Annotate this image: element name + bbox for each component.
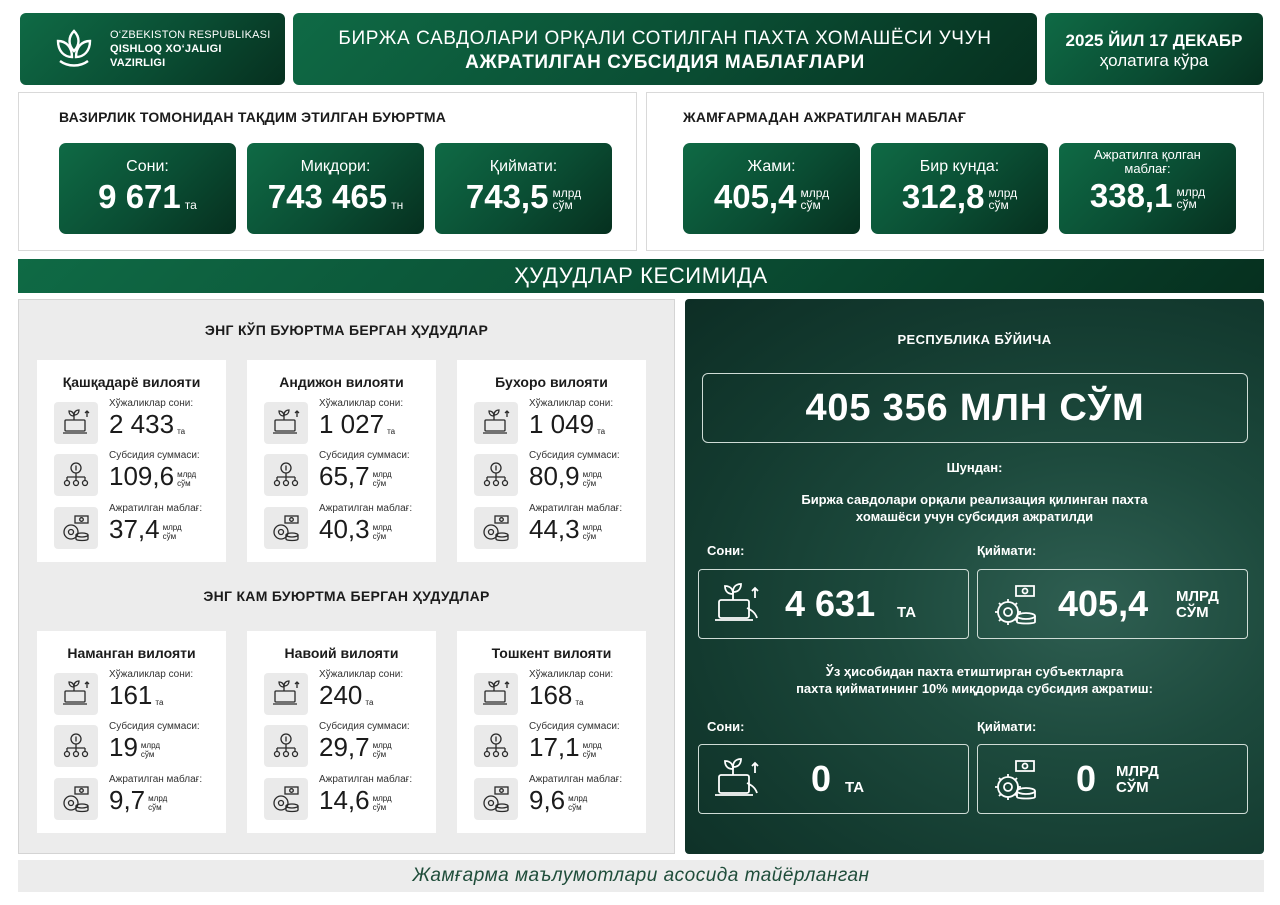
metric-unit-line1: та bbox=[177, 427, 186, 436]
farmer-laptop-icon bbox=[54, 673, 98, 715]
metric-unit bbox=[583, 741, 602, 759]
metric-unit-line1: та bbox=[597, 427, 606, 436]
metric-value: 1 027 bbox=[319, 409, 385, 439]
republic-title: РЕСПУБЛИКА БЎЙИЧА bbox=[897, 332, 1052, 347]
region-metric-farms bbox=[264, 669, 432, 715]
ministry-name-line3: VAZIRLIGI bbox=[110, 57, 166, 69]
own-value-value: 0 bbox=[1076, 758, 1097, 799]
exchange-count-label: Сони: bbox=[707, 543, 745, 558]
report-date bbox=[1045, 13, 1263, 85]
stat-unit bbox=[185, 199, 197, 211]
region-name: Наманган вилояти bbox=[67, 645, 196, 661]
stat-unit bbox=[1176, 186, 1205, 210]
metric-unit bbox=[155, 698, 163, 707]
money-bag-network-icon bbox=[474, 725, 518, 767]
stat-label: Бир кунда: bbox=[919, 158, 1000, 175]
metric-unit-line1: млрд bbox=[140, 741, 161, 750]
metric-unit-line2: сўм bbox=[177, 479, 191, 488]
order-quantity-card bbox=[247, 143, 424, 234]
farmer-laptop-icon bbox=[474, 673, 518, 715]
money-bag-network-icon bbox=[54, 725, 98, 767]
metric-value: 109,6 bbox=[109, 461, 175, 491]
exchange-value-unit bbox=[1176, 589, 1219, 621]
stat-unit-line2: сўм bbox=[988, 198, 1009, 212]
metric-label: Ажратилган маблағ: bbox=[319, 774, 413, 785]
stat-unit-line1: млрд bbox=[800, 186, 830, 200]
money-gear-icon bbox=[264, 507, 308, 549]
metric-label: Хўжаликлар сони: bbox=[109, 669, 194, 680]
own-production-text-line1: Ўз ҳисобидан пахта етиштирган субъектларга bbox=[825, 664, 1124, 679]
region-name: Қашқадарё вилояти bbox=[62, 374, 201, 390]
stat-unit-line1: млрд bbox=[1176, 185, 1206, 199]
own-value-label: Қиймати: bbox=[977, 719, 1037, 734]
region-metric-farms bbox=[474, 398, 642, 444]
own-production-text-line2: пахта қийматининг 10% миқдорида субсидия ажратиш: bbox=[796, 681, 1153, 696]
fund-allocation-panel bbox=[646, 92, 1264, 251]
metric-label: Ажратилган маблағ: bbox=[109, 503, 203, 514]
metric-label: Субсидия суммаси: bbox=[109, 721, 200, 732]
metric-value: 19 bbox=[109, 732, 138, 762]
metric-label: Хўжаликлар сони: bbox=[529, 669, 614, 680]
metric-unit-line2: сўм bbox=[372, 750, 387, 759]
farmer-laptop-icon bbox=[54, 402, 98, 444]
region-name: Навоий вилояти bbox=[284, 645, 399, 661]
stat-label: Сони: bbox=[126, 158, 169, 175]
farmer-laptop-icon bbox=[264, 402, 308, 444]
metric-unit-line1: млрд bbox=[582, 523, 602, 532]
metric-unit-line1: млрд bbox=[372, 794, 392, 803]
exchange-value-unit-line2: СЎМ bbox=[1176, 604, 1209, 621]
region-metric-subsidy bbox=[264, 450, 432, 496]
stat-unit-line1: та bbox=[184, 198, 197, 212]
metric-unit-line1: млрд bbox=[148, 794, 168, 803]
own-count-label: Сони: bbox=[707, 719, 745, 734]
money-gear-icon bbox=[474, 778, 518, 820]
metric-value: 65,7 bbox=[319, 461, 370, 491]
money-gear-icon bbox=[992, 582, 1040, 628]
metric-value: 240 bbox=[319, 680, 363, 710]
metric-unit-line1: та bbox=[155, 698, 164, 707]
metric-unit bbox=[177, 427, 185, 436]
money-gear-icon bbox=[992, 757, 1040, 803]
stat-value: 312,8 bbox=[901, 178, 985, 215]
exchange-value-box bbox=[977, 569, 1248, 639]
metric-label: Хўжаликлар сони: bbox=[319, 398, 404, 409]
money-gear-icon bbox=[474, 507, 518, 549]
metric-unit-line1: млрд bbox=[177, 470, 197, 479]
exchange-count-box bbox=[698, 569, 969, 639]
own-value-box bbox=[977, 744, 1248, 814]
metric-value: 17,1 bbox=[529, 732, 580, 762]
region-metric-farms bbox=[264, 398, 432, 444]
ministry-name-line1: O‘ZBEKISTON RESPUBLIKASI bbox=[110, 29, 271, 41]
stat-label: Қиймати: bbox=[489, 158, 558, 175]
region-metric-allocated bbox=[474, 774, 642, 820]
report-date-caption: ҳолатига кўра bbox=[1099, 51, 1209, 70]
metric-unit bbox=[583, 523, 602, 541]
ministry-order-panel bbox=[18, 92, 637, 251]
stat-unit bbox=[552, 187, 581, 211]
metric-unit bbox=[583, 470, 602, 488]
metric-label: Субсидия суммаси: bbox=[529, 721, 620, 732]
own-value-unit-line2: СЎМ bbox=[1116, 779, 1149, 796]
metric-value: 40,3 bbox=[319, 514, 370, 544]
region-metric-allocated bbox=[264, 503, 432, 549]
metric-unit-line1: млрд bbox=[582, 741, 602, 750]
order-count-card bbox=[59, 143, 236, 234]
order-value-card bbox=[435, 143, 612, 234]
stat-unit-line1: млрд bbox=[552, 186, 582, 200]
republic-summary-panel bbox=[685, 299, 1264, 854]
stat-unit bbox=[988, 187, 1017, 211]
stat-unit-line1: тн bbox=[391, 198, 404, 212]
fund-remaining-card bbox=[1059, 143, 1236, 234]
metric-unit bbox=[387, 427, 395, 436]
stat-unit bbox=[391, 199, 403, 211]
farmer-laptop-icon bbox=[713, 582, 761, 628]
section-title-bar: ҲУДУДЛАР КЕСИМИДА bbox=[18, 259, 1264, 293]
exchange-value-label: Қиймати: bbox=[977, 543, 1037, 558]
metric-label: Субсидия суммаси: bbox=[109, 450, 200, 461]
fund-allocation-title: ЖАМҒАРМАДАН АЖРАТИЛГАН МАБЛАҒ bbox=[683, 109, 967, 125]
metric-label: Ажратилган маблағ: bbox=[109, 774, 203, 785]
metric-unit bbox=[177, 470, 196, 488]
stat-value: 405,4 bbox=[713, 178, 797, 215]
metric-unit bbox=[568, 794, 587, 812]
region-card bbox=[247, 360, 436, 562]
footer-source-note: Жамғарма маълумотлари асосида тайёрланган bbox=[18, 860, 1264, 892]
own-production-text bbox=[685, 663, 1264, 697]
region-metric-farms bbox=[54, 398, 222, 444]
region-metric-allocated bbox=[54, 503, 222, 549]
bottom-regions-title: ЭНГ КАМ БУЮРТМА БЕРГАН ҲУДУДЛАР bbox=[203, 588, 490, 604]
metric-unit-line2: сўм bbox=[582, 750, 597, 759]
metric-value: 44,3 bbox=[529, 514, 580, 544]
metric-unit-line2: сўм bbox=[162, 532, 177, 541]
metric-value: 80,9 bbox=[529, 461, 580, 491]
metric-label: Хўжаликлар сони: bbox=[529, 398, 614, 409]
own-value-unit-line1: МЛРД bbox=[1116, 763, 1159, 780]
metric-unit-line1: млрд bbox=[372, 470, 392, 479]
money-bag-network-icon bbox=[474, 454, 518, 496]
ministry-emblem-icon bbox=[50, 25, 98, 73]
metric-value: 37,4 bbox=[109, 514, 160, 544]
top-regions-title: ЭНГ КЎП БУЮРТМА БЕРГАН ҲУДУДЛАР bbox=[204, 322, 489, 338]
page-title bbox=[293, 13, 1037, 85]
region-metric-subsidy bbox=[474, 450, 642, 496]
region-card bbox=[37, 631, 226, 833]
farmer-laptop-icon bbox=[474, 402, 518, 444]
metric-label: Ажратилган маблағ: bbox=[319, 503, 413, 514]
metric-unit-line2: сўм bbox=[140, 750, 155, 759]
money-gear-icon bbox=[54, 507, 98, 549]
ministry-logo-block bbox=[20, 13, 285, 85]
stat-unit-line2: сўм bbox=[552, 198, 573, 212]
regions-panel bbox=[18, 299, 675, 854]
page-title-line1: БИРЖА САВДОЛАРИ ОРҚАЛИ СОТИЛГАН ПАХТА ХОМАШЁСИ УЧУН bbox=[338, 28, 992, 49]
republic-total: 405 356 МЛН СЎМ bbox=[702, 373, 1248, 443]
region-metric-subsidy bbox=[474, 721, 642, 767]
money-gear-icon bbox=[54, 778, 98, 820]
metric-unit bbox=[373, 470, 392, 488]
metric-unit bbox=[163, 523, 182, 541]
farmer-laptop-icon bbox=[264, 673, 308, 715]
metric-value: 2 433 bbox=[109, 409, 175, 439]
region-metric-farms bbox=[474, 669, 642, 715]
exchange-subsidy-text-line1: Биржа савдолари орқали реализация қилинган пахта bbox=[801, 492, 1148, 507]
metric-value: 14,6 bbox=[319, 785, 370, 815]
page-title-line2: АЖРАТИЛГАН СУБСИДИЯ МАБЛАҒЛАРИ bbox=[465, 52, 865, 73]
metric-value: 9,6 bbox=[529, 785, 566, 815]
stat-value: 338,1 bbox=[1089, 177, 1173, 214]
metric-label: Ажратилган маблағ: bbox=[529, 503, 623, 514]
region-metric-subsidy bbox=[264, 721, 432, 767]
metric-unit-line2: сўм bbox=[148, 803, 162, 812]
metric-value: 161 bbox=[109, 680, 153, 710]
metric-unit-line1: млрд bbox=[162, 523, 182, 532]
of-which-label: Шундан: bbox=[946, 460, 1003, 475]
metric-label: Хўжаликлар сони: bbox=[319, 669, 404, 680]
metric-unit bbox=[148, 794, 167, 812]
exchange-value-unit-line1: МЛРД bbox=[1176, 588, 1219, 605]
money-bag-network-icon bbox=[264, 725, 308, 767]
metric-unit bbox=[141, 741, 160, 759]
metric-unit bbox=[373, 741, 392, 759]
stat-value: 743,5 bbox=[465, 178, 549, 215]
ministry-order-title: ВАЗИРЛИК ТОМОНИДАН ТАҚДИМ ЭТИЛГАН БУЮРТМА bbox=[59, 109, 447, 125]
metric-value: 168 bbox=[529, 680, 573, 710]
own-count-box bbox=[698, 744, 969, 814]
region-card bbox=[37, 360, 226, 562]
ministry-name-line2: QISHLOQ XO‘JALIGI bbox=[110, 43, 222, 55]
stat-value: 9 671 bbox=[98, 178, 181, 215]
region-card bbox=[457, 360, 646, 562]
region-metric-subsidy bbox=[54, 721, 222, 767]
metric-unit-line2: сўм bbox=[372, 803, 387, 812]
exchange-subsidy-text-line2: хомашёси учун субсидия ажратилди bbox=[855, 509, 1094, 524]
metric-unit bbox=[575, 698, 583, 707]
ministry-name bbox=[110, 28, 270, 70]
metric-unit-line1: млрд bbox=[372, 523, 392, 532]
metric-unit bbox=[365, 698, 373, 707]
region-metric-subsidy bbox=[54, 450, 222, 496]
stat-unit-line1: млрд bbox=[988, 186, 1018, 200]
region-card bbox=[457, 631, 646, 833]
region-name: Тошкент вилояти bbox=[491, 645, 612, 661]
metric-unit-line1: та bbox=[575, 698, 584, 707]
metric-unit bbox=[597, 427, 605, 436]
metric-label: Ажратилган маблағ: bbox=[529, 774, 623, 785]
region-metric-allocated bbox=[474, 503, 642, 549]
money-bag-network-icon bbox=[264, 454, 308, 496]
metric-value: 9,7 bbox=[109, 785, 146, 815]
own-count-value: 0 bbox=[811, 758, 832, 799]
metric-label: Субсидия суммаси: bbox=[319, 450, 410, 461]
own-value-unit bbox=[1116, 764, 1159, 796]
fund-daily-card bbox=[871, 143, 1048, 234]
stat-unit-line2: сўм bbox=[1176, 197, 1197, 211]
stat-label: Миқдори: bbox=[300, 158, 371, 175]
metric-value: 29,7 bbox=[319, 732, 370, 762]
region-name: Бухоро вилояти bbox=[495, 374, 608, 390]
metric-unit-line2: сўм bbox=[582, 532, 597, 541]
metric-label: Субсидия суммаси: bbox=[319, 721, 410, 732]
exchange-subsidy-text bbox=[685, 491, 1264, 525]
report-date-value: 2025 ЙИЛ 17 ДЕКАБР bbox=[1065, 31, 1243, 50]
metric-label: Хўжаликлар сони: bbox=[109, 398, 194, 409]
stat-unit bbox=[800, 187, 829, 211]
farmer-laptop-icon bbox=[713, 757, 761, 803]
region-metric-farms bbox=[54, 669, 222, 715]
own-count-unit: ТА bbox=[845, 779, 865, 796]
metric-unit-line1: млрд bbox=[372, 741, 392, 750]
metric-unit bbox=[373, 523, 392, 541]
stat-value: 743 465 bbox=[267, 178, 388, 215]
metric-unit-line2: сўм bbox=[568, 803, 582, 812]
metric-unit-line1: млрд bbox=[568, 794, 588, 803]
exchange-count-value: 4 631 bbox=[785, 583, 876, 624]
metric-unit-line1: та bbox=[365, 698, 374, 707]
region-name: Андижон вилояти bbox=[279, 374, 404, 390]
metric-unit bbox=[373, 794, 392, 812]
metric-value: 1 049 bbox=[529, 409, 595, 439]
exchange-value-value: 405,4 bbox=[1058, 583, 1149, 624]
stat-label: Ажратилга қолган маблағ: bbox=[1094, 147, 1201, 176]
money-gear-icon bbox=[264, 778, 308, 820]
stat-label: Жами: bbox=[747, 158, 796, 175]
metric-unit-line1: млрд bbox=[582, 470, 602, 479]
metric-unit-line2: сўм bbox=[372, 532, 387, 541]
fund-total-card bbox=[683, 143, 860, 234]
metric-unit-line1: та bbox=[387, 427, 396, 436]
exchange-count-unit: ТА bbox=[897, 604, 917, 621]
metric-unit-line2: сўм bbox=[372, 479, 387, 488]
region-metric-allocated bbox=[54, 774, 222, 820]
region-metric-allocated bbox=[264, 774, 432, 820]
metric-unit-line2: сўм bbox=[582, 479, 597, 488]
stat-unit-line2: сўм bbox=[800, 198, 821, 212]
region-card bbox=[247, 631, 436, 833]
metric-label: Субсидия суммаси: bbox=[529, 450, 620, 461]
money-bag-network-icon bbox=[54, 454, 98, 496]
